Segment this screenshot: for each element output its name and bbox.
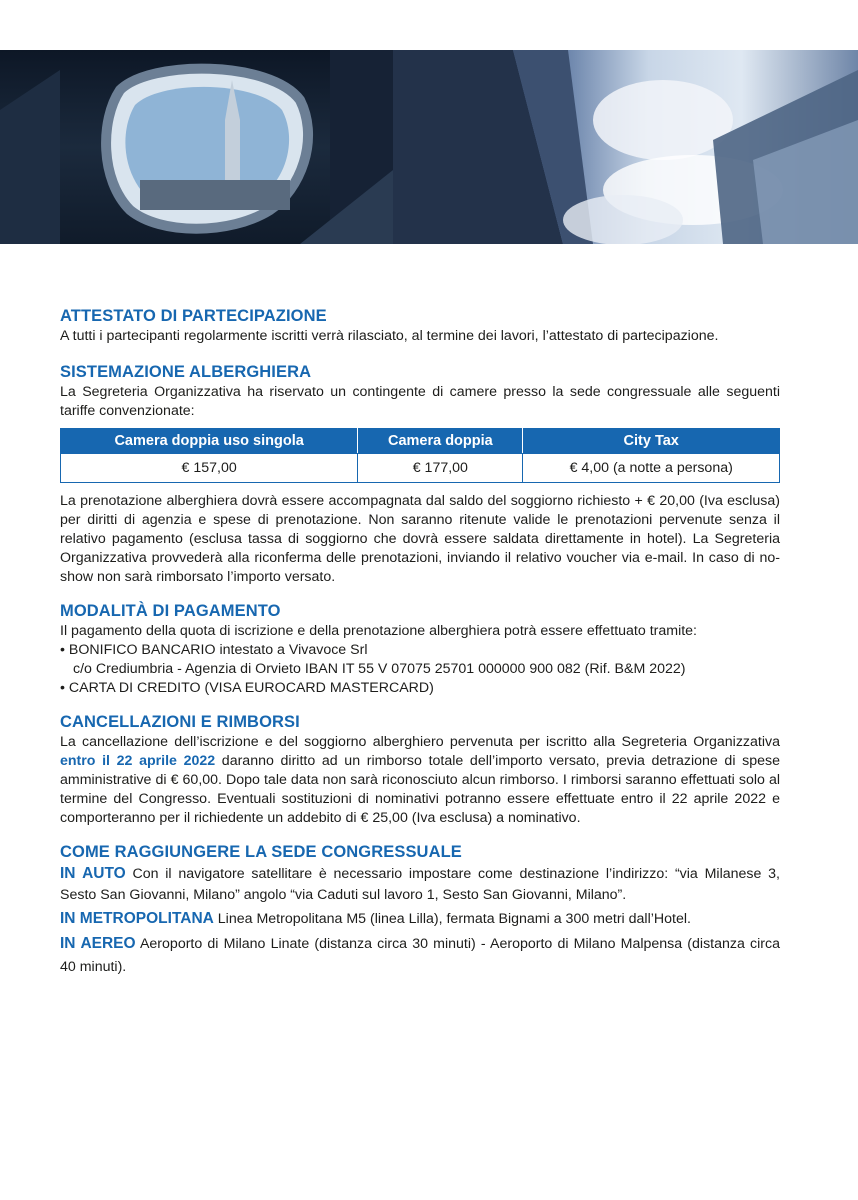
section-pagamento <box>60 601 780 698</box>
come-raggiungere-title: COME RAGGIUNGERE LA SEDE CONGRESSUALE <box>60 843 462 861</box>
cancellazioni-title: CANCELLAZIONI E RIMBORSI <box>60 713 300 731</box>
table-header-cell: Camera doppia <box>358 429 523 454</box>
section-come-raggiungere <box>60 842 780 979</box>
travel-aereo <box>60 932 780 979</box>
section-hotel <box>60 362 780 587</box>
travel-metro <box>60 908 780 930</box>
section-attestato <box>60 306 780 346</box>
banner-photo-tower <box>0 50 393 244</box>
cancellazioni-text-before: La cancellazione dell’iscrizione e del soggiorno alberghiero pervenuta per iscritto alla Segreteria Organizzativa <box>60 734 780 750</box>
attestato-text: A tutti i partecipanti regolarmente iscritti verrà rilasciato, al termine dei lavori, l’attestato di partecipazione. <box>60 328 719 344</box>
section-cancellazioni <box>60 712 780 828</box>
hotel-title: SISTEMAZIONE ALBERGHIERA <box>60 363 312 381</box>
table-cell: € 177,00 <box>358 454 523 483</box>
aereo-text: Aeroporto di Milano Linate (distanza circa 30 minuti) - Aeroporto di Milano Malpensa (distanza circa 40 minuti). <box>60 936 780 975</box>
metro-label: IN METROPOLITANA <box>60 910 214 927</box>
cancellazioni-text-after: daranno diritto ad un rimborso totale dell’importo versato, previa detrazione di spese amministrative di € 60,00. Dopo tale data non sarà riconosciuto alcun rimborso. I rimborsi saranno effettuati solo al termine del Congresso. Eventuali sostituzioni di nominativi potranno essere effettuate entro il 22 aprile 2022 e comporteranno per il richiedente un addebito di € 25,00 (Iva esclusa) a nominativo. <box>60 753 780 826</box>
auto-text: Con il navigatore satellitare è necessario impostare come destinazione l’indirizzo: “via Milanese 3, Sesto San Giovanni, Milano” angolo “via Caduti sul lavoro 1, Sesto San Giovanni, Milano”. <box>60 866 780 903</box>
table-header-cell: City Tax <box>523 429 780 454</box>
table-row <box>61 454 780 483</box>
table-header-row <box>61 429 780 454</box>
aereo-label: IN AEREO <box>60 935 136 952</box>
auto-label: IN AUTO <box>60 865 126 882</box>
cancellazioni-text <box>60 733 780 828</box>
cancellazioni-deadline: entro il 22 aprile 2022 <box>60 753 216 769</box>
hotel-intro: La Segreteria Organizzativa ha riservato un contingente di camere presso la sede congressuale alle seguenti tariffe convenzionate: <box>60 384 780 419</box>
carta-credito-line: • CARTA DI CREDITO (VISA EUROCARD MASTERCARD) <box>60 680 434 696</box>
header-banner <box>0 50 858 244</box>
pagamento-title: MODALITÀ DI PAGAMENTO <box>60 602 281 620</box>
bonifico-line-1: • BONIFICO BANCARIO intestato a Vivavoce Srl <box>60 642 368 658</box>
metro-text: Linea Metropolitana M5 (linea Lilla), fermata Bignami a 300 metri dall’Hotel. <box>213 911 691 927</box>
main-content <box>60 306 780 993</box>
table-header-cell: Camera doppia uso singola <box>61 429 358 454</box>
banner-photo-skyscrapers <box>393 50 858 244</box>
hotel-rates-table <box>60 428 780 483</box>
table-cell: € 4,00 (a notte a persona) <box>523 454 780 483</box>
travel-auto <box>60 863 780 906</box>
hotel-note: La prenotazione alberghiera dovrà essere accompagnata dal saldo del soggiorno richiesto + € 20,00 (Iva esclusa) per diritti di agenzia e spese di prenotazione. Non saranno ritenute valide le prenotazioni pervenute senza il relativo pagamento (esclusa tassa di soggiorno che dovrà essere saldata direttamente in hotel). La Segreteria Organizzativa provvederà alla riconferma delle prenotazioni, inviando il relativo voucher via e-mail. In caso di no-show non sarà rimborsato l’importo versato. <box>60 493 780 585</box>
bonifico-line-2: c/o Crediumbria - Agenzia di Orvieto IBAN IT 55 V 07075 25701 000000 900 082 (Rif. B&M 2022) <box>73 661 686 677</box>
table-cell: € 157,00 <box>61 454 358 483</box>
attestato-title: ATTESTATO DI PARTECIPAZIONE <box>60 307 327 325</box>
pagamento-intro: Il pagamento della quota di iscrizione e della prenotazione alberghiera potrà essere effettuato tramite: <box>60 623 697 639</box>
